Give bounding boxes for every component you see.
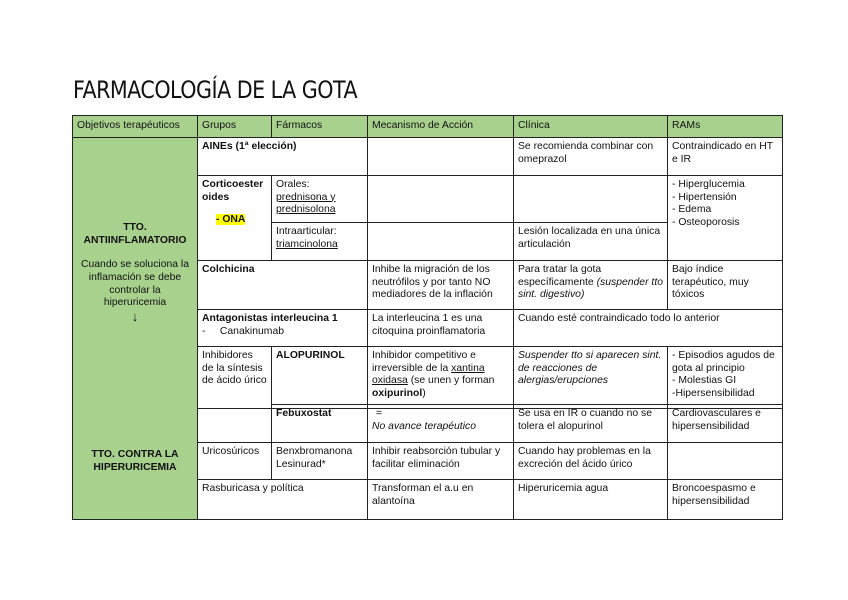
colchicina-clinic-note: (suspender tto sint. digestivo) xyxy=(518,276,663,301)
cortico-oral-mechanism xyxy=(368,176,514,223)
cortico-rams xyxy=(668,176,783,261)
header-goals: Objetivos terapéuticos xyxy=(73,116,198,138)
cortico-oral-label: Orales: xyxy=(276,179,310,190)
cortico-intra-mechanism xyxy=(368,223,514,261)
goal-hyperuricemia-extension xyxy=(72,348,198,405)
colchicina-clinic-main: Para tratar la gota específicamente xyxy=(518,264,602,288)
down-arrow-icon: ↓ xyxy=(131,308,139,324)
il1-drug: - Canakinumab xyxy=(202,325,285,337)
synth-group: Inhibidores de la síntesis de ácido úrico xyxy=(198,347,272,409)
cortico-intra-clinic: Lesión localizada en una única articulación xyxy=(514,223,668,261)
cortico-intra-label: Intraarticular: xyxy=(276,226,337,237)
febuxostat-mechanism xyxy=(368,405,514,443)
header-rams: RAMs xyxy=(668,116,783,138)
il1-group-cell xyxy=(198,310,368,347)
cortico-ram-3: - Edema xyxy=(672,204,712,216)
il1-mechanism: La interleucina 1 es una citoquina proinflamatoria xyxy=(368,310,514,347)
colchicina-rams: Bajo índice terapéutico, muy tóxicos xyxy=(668,261,783,310)
urico-drug-2: Lesinurad* xyxy=(276,458,326,470)
alo-mech-xo: xantina oxidasa xyxy=(372,362,485,387)
feb-mech-note: No avance terapéutico xyxy=(372,420,476,432)
page-title: FARMACOLOGÍA DE LA GOTA xyxy=(73,76,358,104)
cortico-oral-cell xyxy=(272,176,368,223)
header-groups: Grupos xyxy=(198,116,272,138)
colchicina-group: Colchicina xyxy=(198,261,368,310)
rasbu-clinic: Hiperuricemia agua xyxy=(514,480,668,520)
alo-ram-3: -Hipersensibilidad xyxy=(672,387,755,399)
colchicina-clinic xyxy=(514,261,668,310)
alopurinol-drug: ALOPURINOL xyxy=(272,347,368,409)
goal1-title-1: TTO. xyxy=(123,222,147,234)
alopurinol-rams xyxy=(668,347,783,409)
cortico-intra-cell xyxy=(272,223,368,261)
cortico-ram-1: - Hiperglucemia xyxy=(672,179,745,190)
febuxostat-drug: Febuxostat xyxy=(272,405,368,443)
row-febuxostat xyxy=(73,405,783,443)
urico-group: Uricosúricos xyxy=(198,443,272,480)
goal1-title-2: ANTIINFLAMATORIO xyxy=(83,234,187,246)
goal-hyperuricemia xyxy=(73,405,198,520)
header-row xyxy=(73,116,783,138)
il1-clinic: Cuando esté contraindicado todo lo anterior xyxy=(514,310,783,347)
cortico-group: Corticoesteroides xyxy=(202,179,264,203)
rasbu-rams: Broncoespasmo e hipersensibilidad xyxy=(668,480,783,520)
alo-mech-2: (se unen y forman xyxy=(407,375,495,387)
urico-drugs xyxy=(272,443,368,480)
feb-mech-eq: = xyxy=(376,408,383,419)
header-clinic: Clínica xyxy=(514,116,668,138)
header-mechanism: Mecanismo de Acción xyxy=(368,116,514,138)
aines-rams: Contraindicado en HT e IR xyxy=(668,138,783,176)
cortico-group-cell xyxy=(198,176,272,261)
cortico-oral-clinic xyxy=(514,176,668,223)
alo-mech-3: ) xyxy=(422,387,426,399)
aines-clinic: Se recomienda combinar con omeprazol xyxy=(514,138,668,176)
alo-mech-1: Inhibidor competitivo e irreversible de la xyxy=(372,350,476,374)
il1-group: Antagonistas interleucina 1 xyxy=(202,313,338,324)
cortico-oral-drug-1: prednisona y xyxy=(276,191,336,203)
cortico-oral-drug-2: prednisolona xyxy=(276,204,336,216)
rasbu-mechanism: Transforman el a.u en alantoína xyxy=(368,480,514,520)
rasbu-group: Rasburicasa y política xyxy=(198,480,368,520)
alo-ram-1: - Episodios agudos de gota al principio xyxy=(672,350,775,374)
urico-mechanism: Inhibir reabsorción tubular y facilitar eliminación xyxy=(368,443,514,480)
cortico-ram-4: - Osteoporosis xyxy=(672,216,740,228)
urico-rams xyxy=(668,443,783,480)
alopurinol-clinic: Suspender tto si aparecen sint. de reacciones de alergias/erupciones xyxy=(514,347,668,409)
urico-clinic: Cuando hay problemas en la excreción del ácido úrico xyxy=(514,443,668,480)
gout-hyperuricemia-table xyxy=(72,404,783,520)
urico-drug-1: Benxbromanona xyxy=(276,446,353,457)
header-drugs: Fármacos xyxy=(272,116,368,138)
row-aines xyxy=(73,138,783,176)
aines-group: AINEs (1ª elección) xyxy=(198,138,368,176)
febuxostat-rams: Cardiovasculares e hipersensibilidad xyxy=(668,405,783,443)
goal1-description: Cuando se soluciona la inflamación se debe controlar la hiperuricemia xyxy=(80,259,190,309)
febuxostat-clinic: Se usa en IR o cuando no se tolera el alopurinol xyxy=(514,405,668,443)
colchicina-mechanism: Inhibe la migración de los neutrófilos y por tanto NO mediadores de la inflación xyxy=(368,261,514,310)
goal2-title: TTO. CONTRA LA HIPERURICEMIA xyxy=(91,449,179,473)
cortico-suffix: - ONA xyxy=(216,214,246,226)
alo-mech-oxi: oxipurinol xyxy=(372,387,423,399)
alopurinol-mechanism xyxy=(368,347,514,409)
cortico-ram-2: - Hipertensión xyxy=(672,191,737,203)
aines-mechanism xyxy=(368,138,514,176)
alo-ram-2: - Molestias GI xyxy=(672,375,737,387)
cortico-intra-drug: triamcinolona xyxy=(276,238,338,250)
